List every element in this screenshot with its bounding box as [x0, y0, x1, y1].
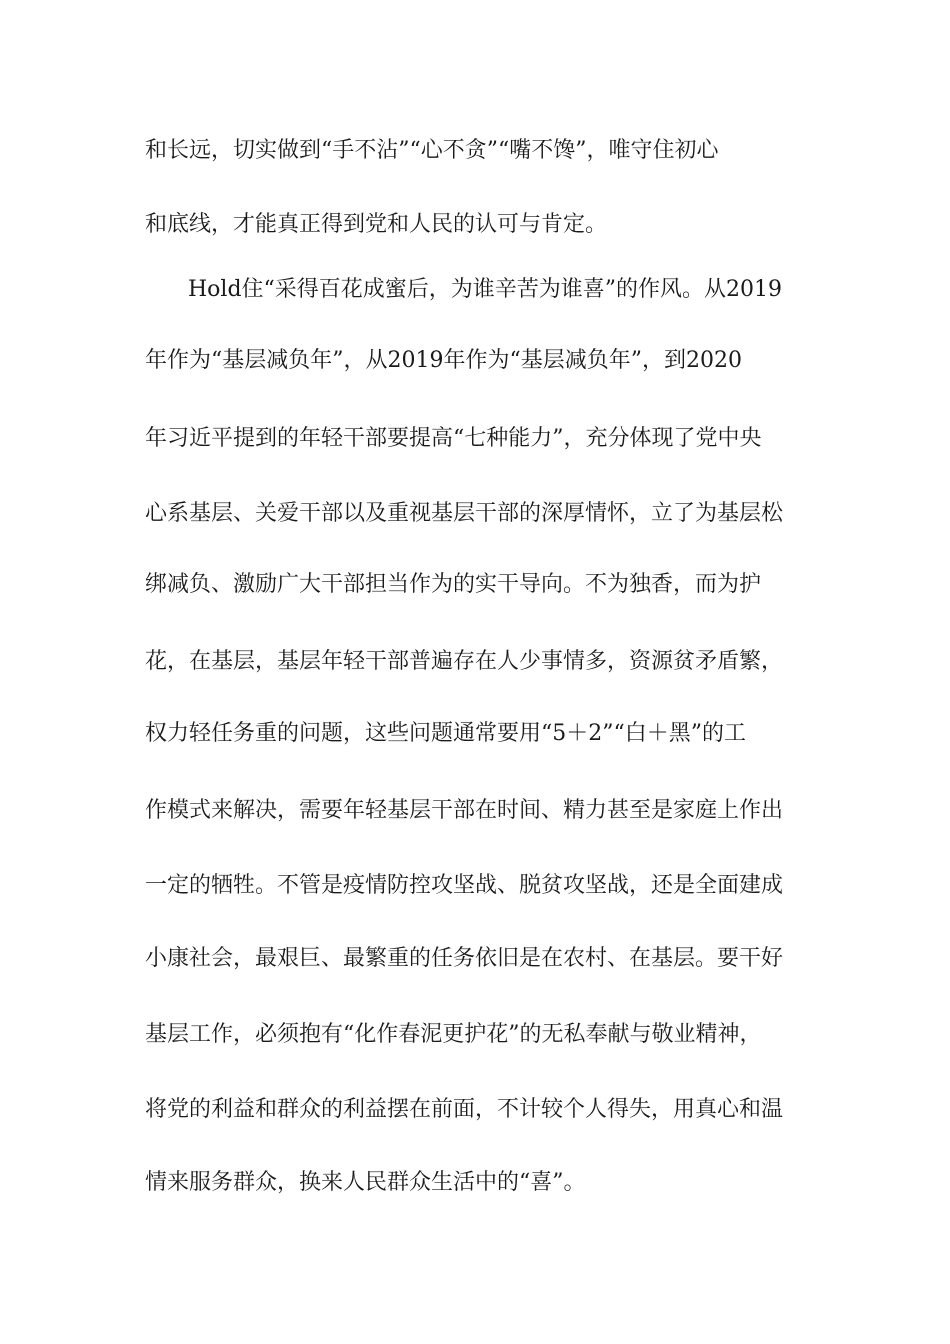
text-line-2: 和底线，才能真正得到党和人民的认可与肯定。 — [145, 212, 608, 237]
text-line-14: 将党的利益和群众的利益摆在前面，不计较个人得失，用真心和温 — [145, 1097, 784, 1122]
text-line-8: 花，在基层，基层年轻干部普遍存在人少事情多，资源贫矛盾繁， — [145, 649, 784, 674]
text-line-1: 和长远，切实做到“手不沾”“心不贪”“嘴不馋”，唯守住初心 — [145, 138, 719, 163]
text-line-4: 年作为“基层减负年”，从2019年作为“基层减负年”，到2020 — [145, 348, 742, 373]
text-line-6: 心系基层、关爱干部以及重视基层干部的深厚情怀，立了为基层松 — [145, 501, 784, 526]
text-line-13: 基层工作，必须抱有“化作春泥更护花”的无私奉献与敬业精神， — [145, 1022, 762, 1047]
text-line-9: 权力轻任务重的问题，这些问题通常要用“5＋2”“白＋黑”的工 — [145, 721, 746, 746]
text-line-11: 一定的牺牲。不管是疫情防控攻坚战、脱贫攻坚战，还是全面建成 — [145, 873, 784, 898]
text-line-10: 作模式来解决，需要年轻基层干部在时间、精力甚至是家庭上作出 — [145, 798, 784, 823]
paragraph-start-line: Hold住“采得百花成蜜后，为谁辛苦为谁喜”的作风。从2019 — [188, 277, 783, 302]
text-line-5: 年习近平提到的年轻干部要提高“七种能力”，充分体现了党中央 — [145, 426, 762, 451]
text-line-15: 情来服务群众，换来人民群众生活中的“喜”。 — [145, 1170, 586, 1195]
text-line-12: 小康社会，最艰巨、最繁重的任务依旧是在农村、在基层。要干好 — [145, 946, 784, 971]
text-line-7: 绑减负、激励广大干部担当作为的实干导向。不为独香，而为护 — [145, 572, 762, 597]
